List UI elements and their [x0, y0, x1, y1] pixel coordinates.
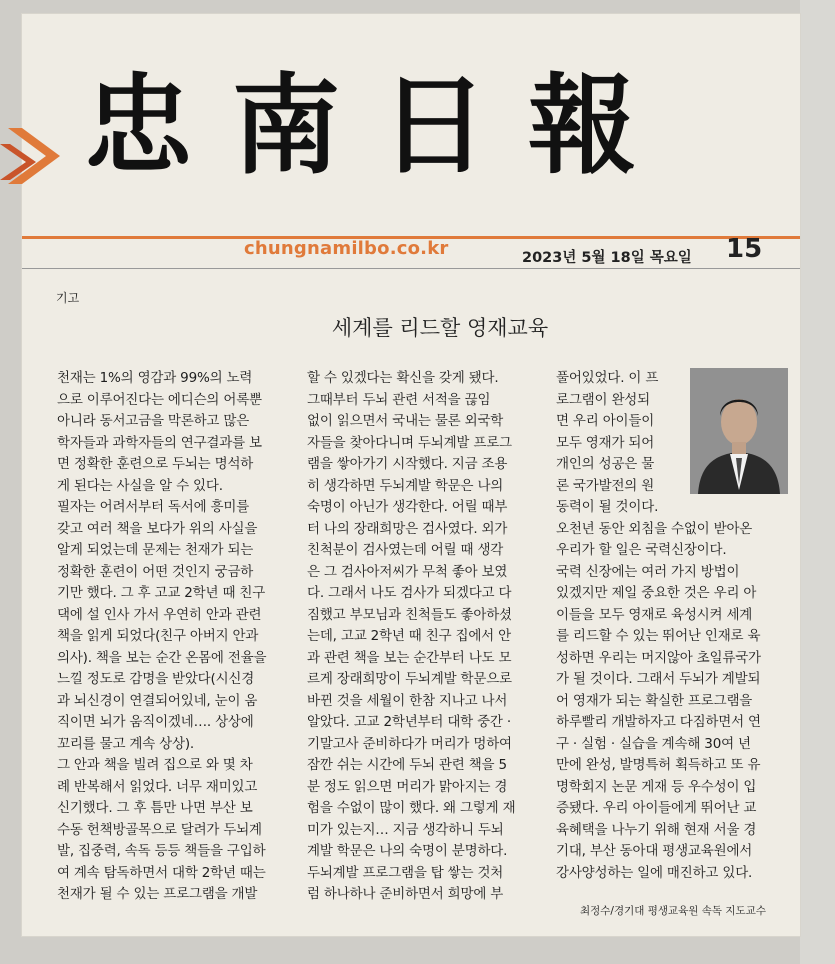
text-line: 필자는 어려서부터 독서에 흥미를: [57, 499, 250, 515]
text-line: 숙명이 아닌가 생각한다. 어릴 때부: [307, 499, 508, 515]
issue-date: 2023년 5월 18일 목요일: [522, 250, 692, 266]
text-line: 모두 영재가 되어: [556, 434, 655, 451]
text-line: 론 국가발전의 원: [556, 477, 655, 494]
text-line: 어 영재가 되는 확실한 프로그램을: [556, 692, 753, 709]
text-line: 분 정도 읽으면 머리가 맑아지는 경: [307, 778, 508, 795]
article-column-1: [57, 368, 266, 906]
masthead-char-2: 南: [231, 63, 340, 189]
masthead-char-1: 忠: [83, 63, 192, 189]
adjacent-page-edge: [800, 0, 835, 964]
text-line: 례 반복해서 읽었다. 너무 재미있고: [57, 778, 258, 795]
masthead-char-4: 報: [527, 63, 636, 189]
text-line: 르게 장래희망이 두뇌계발 학문으로: [307, 671, 512, 687]
author-photo: [690, 368, 788, 494]
text-line: 짐했고 부모님과 친척들도 좋아하셨: [307, 606, 512, 623]
section-label: 기고: [56, 291, 80, 305]
page-number: 15: [726, 234, 763, 264]
text-line: 직이면 뇌가 움직이겠네…. 상상에: [57, 714, 254, 730]
text-line: 이들을 모두 영재로 육성시켜 세계: [556, 606, 753, 623]
text-line: 천재는 1%의 영감과 99%의 노력: [57, 370, 253, 386]
text-line: 다. 그래서 나도 검사가 되겠다고 다: [307, 585, 512, 601]
text-line: 두뇌계발 프로그램을 탑 쌓는 것처: [307, 864, 504, 881]
text-line: 갖고 여러 책을 보다가 위의 사실을: [57, 520, 258, 537]
text-line: 미가 있는지… 지금 생각하니 두뇌: [307, 821, 504, 838]
text-line: 증됐다. 우리 아이들에게 뛰어난 교: [556, 800, 757, 816]
text-line: 국력 신장에는 여러 가지 방법이: [556, 563, 740, 580]
text-line: 있겠지만 제일 중요한 것은 우리 아: [556, 585, 757, 601]
text-line: 게 된다는 사실을 알 수 있다.: [57, 477, 223, 494]
text-line: 느낄 정도로 감명을 받았다(시신경: [57, 671, 255, 687]
text-line: 수동 헌책방골목으로 달려가 두뇌계: [57, 821, 262, 838]
text-line: 학자들과 과학자들의 연구결과를 보: [57, 434, 262, 451]
masthead-title: [78, 56, 642, 196]
text-line: 개인의 성공은 물: [556, 456, 655, 472]
text-line: 과 뇌신경이 연결되어있네, 눈이 움: [57, 692, 258, 709]
text-line: 기말고사 준비하다가 머리가 멍하여: [307, 735, 512, 752]
text-line: 여 계속 탐독하면서 대학 2학년 때는: [57, 864, 266, 881]
text-line: 없이 읽으면서 국내는 물론 외국학: [307, 413, 504, 429]
text-line: 신기했다. 그 후 틈만 나면 부산 보: [57, 800, 253, 816]
text-line: 꼬리를 물고 계속 상상).: [57, 735, 195, 752]
text-line: 바뀐 것을 세월이 한참 지나고 나서: [307, 692, 508, 709]
text-line: 럼 하나하나 준비하면서 희망에 부: [307, 886, 504, 902]
text-line: 육혜택을 나누기 위해 현재 서울 경: [556, 821, 757, 838]
text-line: 할 수 있겠다는 확신을 갖게 됐다.: [307, 370, 499, 386]
article-headline: 세계를 리드할 영재교육: [331, 316, 549, 340]
newspaper-logo-mark: [0, 108, 70, 198]
text-line: 면 정확한 훈련으로 두뇌는 명석하: [57, 456, 254, 472]
text-line: 의사). 책을 보는 순간 온몸에 전율을: [57, 649, 267, 666]
text-line: 과 관련 책을 보는 순간부터 나도 모: [307, 649, 512, 666]
text-line: 우리가 할 일은 국력신장이다.: [556, 542, 727, 558]
header-rule: [22, 268, 800, 269]
text-line: 기대, 부산 동아대 평생교육원에서: [556, 843, 753, 859]
text-line: 알게 되었는데 문제는 천재가 되는: [57, 542, 254, 558]
text-line: 면 우리 아이들이: [556, 413, 655, 429]
text-line: 만에 완성, 발명특허 획득하고 또 유: [556, 757, 761, 773]
text-line: 은 그 검사아저씨가 무척 좋아 보였: [307, 563, 508, 580]
text-line: 로그램이 완성되: [556, 391, 650, 408]
text-line: 그때부터 두뇌 관련 서적을 끊임: [307, 391, 491, 408]
text-line: 알았다. 고교 2학년부터 대학 중간 ·: [307, 714, 511, 730]
text-line: 강사양성하는 일에 매진하고 있다.: [556, 864, 753, 881]
text-line: 계발 학문은 나의 숙명이 분명하다.: [307, 843, 508, 859]
text-line: 하루빨리 개발하자고 다짐하면서 연: [556, 714, 761, 730]
text-line: 가 될 것이다. 그래서 두뇌가 계발되: [556, 671, 761, 687]
text-line: 터 나의 장래희망은 검사였다. 외가: [307, 520, 508, 537]
text-line: 구 · 실험 · 실습을 계속해 30여 년: [556, 735, 751, 752]
text-line: 풀어있었다. 이 프: [556, 370, 659, 386]
author-byline: 최정수/경기대 평생교육원 속독 지도교수: [580, 905, 766, 917]
text-line: 오천년 동안 외침을 수없이 받아온: [556, 520, 753, 537]
text-line: 책을 읽게 되었다(친구 아버지 안과: [57, 628, 259, 644]
text-line: 댁에 설 인사 가서 우연히 안과 관련: [57, 606, 262, 623]
text-line: 를 리드할 수 있는 뛰어난 인재로 육: [556, 628, 761, 644]
text-line: 아니라 동서고금을 막론하고 많은: [57, 413, 250, 429]
website-url: chungnamilbo.co.kr: [244, 238, 449, 259]
text-line: 램을 쌓아가기 시작했다. 지금 조용: [307, 456, 508, 472]
masthead-char-3: 日: [379, 63, 488, 189]
text-line: 친척분이 검사였는데 어릴 때 생각: [307, 542, 504, 558]
text-line: 성하면 우리는 머지않아 초일류국가: [556, 649, 761, 666]
text-line: 정확한 훈련이 어떤 것인지 궁금하: [57, 563, 254, 580]
text-line: 으로 이루어진다는 에디슨의 어록뿐: [57, 391, 262, 408]
article-column-2: [307, 368, 515, 906]
text-line: 동력이 될 것이다.: [556, 499, 659, 515]
text-line: 그 안과 책을 빌려 집으로 와 몇 차: [57, 757, 253, 773]
text-line: 명학회지 논문 게재 등 우수성이 입: [556, 778, 757, 795]
text-line: 잠깐 쉬는 시간에 두뇌 관련 책을 5: [307, 757, 507, 773]
text-line: 발, 집중력, 속독 등등 책들을 구입하: [57, 843, 266, 859]
text-line: 자들을 찾아다니며 두뇌계발 프로그: [307, 434, 512, 451]
text-line: 히 생각하면 두뇌계발 학문은 나의: [307, 477, 504, 494]
text-line: 는데, 고교 2학년 때 친구 집에서 안: [307, 628, 511, 644]
text-line: 험을 수없이 많이 했다. 왜 그렇게 재: [307, 800, 516, 816]
text-line: 기만 했다. 그 후 고교 2학년 때 친구: [57, 585, 266, 601]
text-line: 천재가 될 수 있는 프로그램을 개발: [57, 886, 258, 902]
